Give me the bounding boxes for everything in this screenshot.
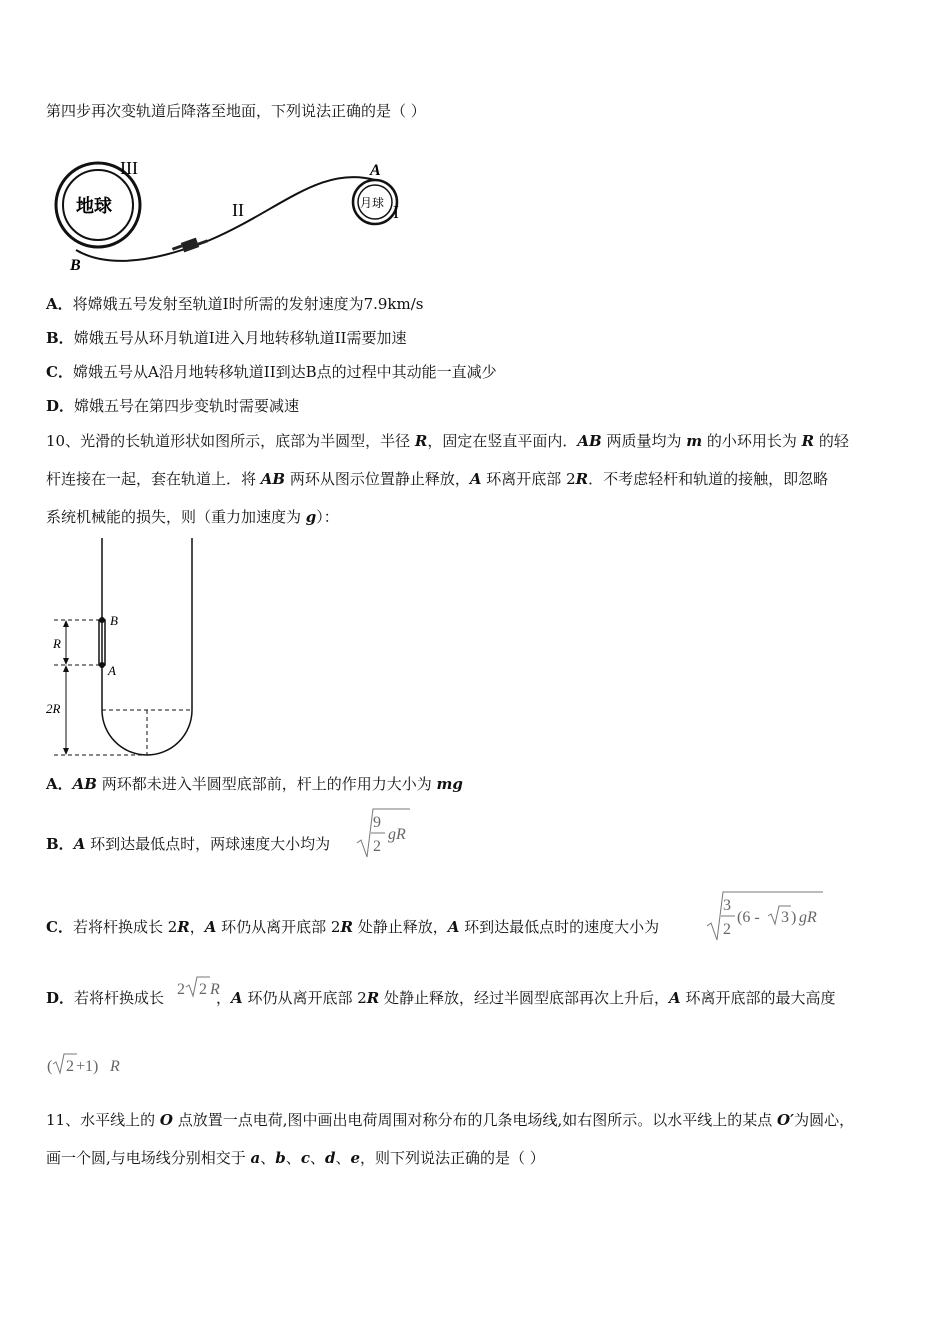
q10-line2: 杆连接在一起，套在轨道上．将 AB 两环从图示位置静止释放，A 环离开底部 2R．不考虑轻杆和轨道的接触，即忽略 [46,470,829,488]
earth-label: 地球 [76,196,112,217]
q9-option-b: B．嫦娥五号从环月轨道I进入月地转移轨道II需要加速 [46,329,407,347]
plus-one: +1) [76,1058,99,1075]
orbit-figure [50,150,420,275]
q9-option-c: C．嫦娥五号从A沿月地转移轨道II到达B点的过程中其动能一直减少 [46,363,497,381]
label-2R: 2R [46,701,61,716]
q9-option-d: D．嫦娥五号在第四步变轨时需要减速 [46,397,300,415]
track [102,538,192,755]
orbit-III-label: III [120,158,138,178]
fraction-denominator: 2 [723,921,731,938]
paren-close: ) [791,909,797,926]
label-A: A [108,663,116,678]
q9-option-a: A．将嫦娥五号发射至轨道I时所需的发射速度为7.9km/s [46,295,424,313]
ring-A [99,662,105,668]
q10-line1: 10、光滑的长轨道形状如图所示，底部为半圆型，半径 R，固定在竖直平面内．AB 两质量均为 m 的小环用长为 R 的轻 [46,432,849,450]
q10-option-b: B．A 环到达最低点时，两球速度大小均为 [46,835,331,853]
q10-option-b-formula [355,805,415,860]
q10-option-a: A．AB 两环都未进入半圆型底部前，杆上的作用力大小为 mg [46,775,463,793]
transfer-orbit-II [76,177,375,261]
q11-line2: 画一个圆,与电场线分别相交于 a、b、c、d、e，则下列说法正确的是（ ） [46,1149,545,1167]
q10-line3: 系统机械能的损失，则（重力加速度为 g）： [46,508,339,526]
radius-symbol: R [110,1058,120,1075]
q10-height-expression [46,1049,136,1079]
fraction-numerator: 9 [373,814,381,831]
paren-open: (6 - [737,909,760,926]
paren-open: ( [47,1058,53,1075]
q10-option-c-formula [705,888,830,943]
radicand: 2 [66,1058,74,1075]
point-B-label: B [70,257,81,274]
coefficient: 2 [177,981,185,998]
q10-option-d: D．若将杆换成长 ，A 环仍从离开底部 2R 处静止释放，经过半圆型底部再次上升后，A 环离开底部的最大高度 [46,989,836,1007]
dim-R-arrow-bottom [63,658,69,665]
orbit-I-label: I [393,202,399,222]
dim-2R-arrow-bottom [63,748,69,755]
formula-tail: gR [799,909,817,926]
track-figure [44,538,204,763]
label-R: R [53,636,61,651]
radicand: 2 [199,981,207,998]
point-A-label: A [370,162,381,179]
moon-label: 月球 [360,196,385,210]
dim-R-arrow-top [63,620,69,627]
formula-tail: R [210,981,220,998]
label-B: B [110,613,118,628]
fraction-denominator: 2 [373,838,381,855]
q10-option-c: C．若将杆换成长 2R，A 环仍从离开底部 2R 处静止释放，A 环到达最低点时的速度大小为 [46,918,660,936]
formula-tail: gR [388,826,406,843]
q11-line1: 11、水平线上的 O 点放置一点电荷,图中画出电荷周围对称分布的几条电场线,如右图所示。以水平线上的某点 O′为圆心， [46,1111,855,1129]
dim-2R-arrow-top [63,665,69,672]
orbit-II-label: II [232,200,244,220]
q10-option-d-formula [176,972,231,1002]
ring-B [99,617,105,623]
fraction-numerator: 3 [723,897,731,914]
q9-stem: 第四步再次变轨道后降落至地面，下列说法正确的是（ ） [46,102,426,120]
inner-radicand: 3 [781,909,789,926]
